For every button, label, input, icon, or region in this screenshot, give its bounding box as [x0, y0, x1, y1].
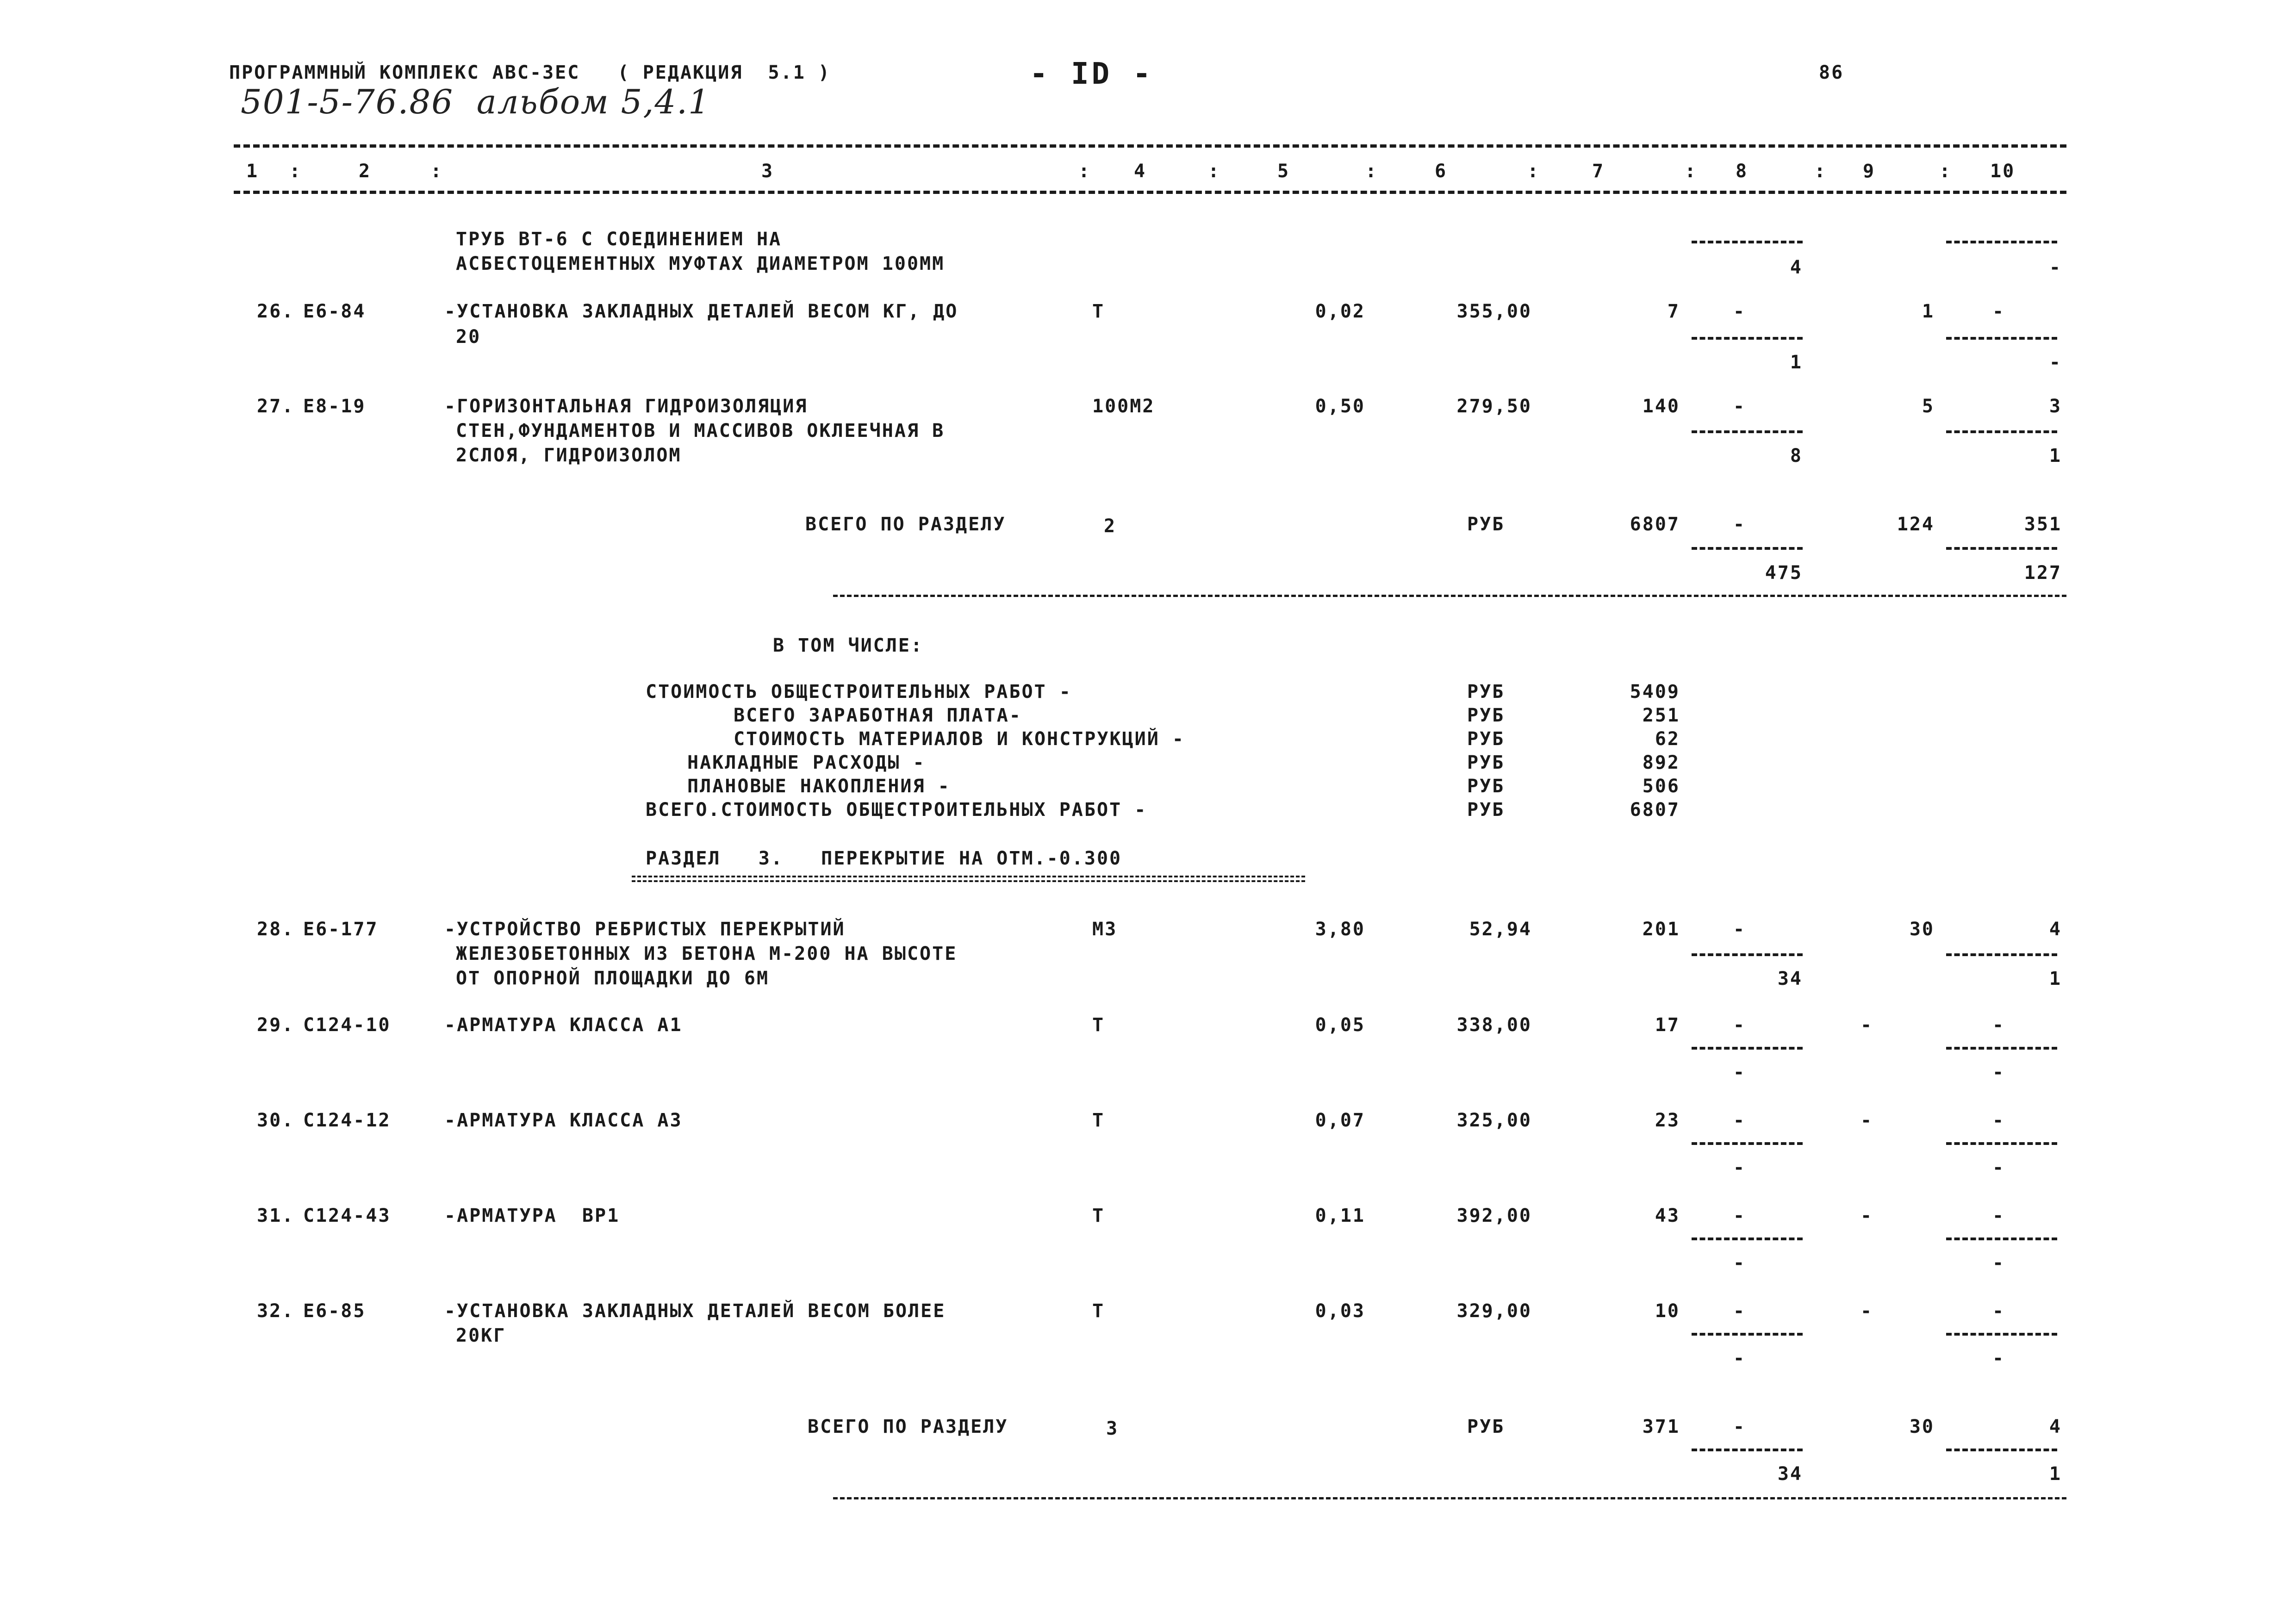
section-title-underline — [632, 876, 1305, 882]
col-header-7: 7 — [1592, 161, 1605, 182]
section-total-cost: 6807 — [1630, 514, 1680, 535]
item-qty: 0,11 — [1315, 1205, 1365, 1226]
fraction-bar — [1946, 1449, 2057, 1451]
item-code: Е8-19 — [303, 396, 366, 417]
fraction-bar — [1692, 241, 1803, 243]
item-code: С124-43 — [303, 1205, 391, 1226]
including-row-value: 892 — [1642, 752, 1680, 773]
fraction-bar — [1692, 953, 1803, 956]
item-unit: Т — [1092, 301, 1105, 322]
col-header-10: 10 — [1990, 161, 2016, 182]
including-row-value: 5409 — [1630, 681, 1680, 703]
including-row-label: СТОИМОСТЬ ОБЩЕСТРОИТЕЛЬНЫХ РАБОТ - — [646, 681, 1072, 703]
including-row-value: 6807 — [1630, 799, 1680, 821]
header-bottom-rule — [234, 191, 2066, 194]
col-header-sep: : — [1365, 161, 1378, 182]
item-num: 27. — [257, 396, 295, 417]
section-total-number: 3 — [1106, 1418, 1119, 1439]
item-c10-bottom: - — [1992, 1348, 2005, 1369]
including-title: В ТОМ ЧИСЛЕ: — [773, 635, 923, 656]
item-unit: Т — [1092, 1300, 1105, 1322]
item-desc-line: 2СЛОЯ, ГИДРОИЗОЛОМ — [456, 445, 682, 466]
item-cost: 140 — [1642, 396, 1680, 417]
item-c8-bottom: 1 — [1790, 352, 1803, 373]
item-code: С124-12 — [303, 1110, 391, 1131]
section-total-c8-bottom: 34 — [1777, 1463, 1803, 1485]
col-header-8: 8 — [1736, 161, 1748, 182]
item-c10-bottom: - — [1992, 1062, 2005, 1083]
item-c10-top: - — [1992, 1014, 2005, 1036]
item-c10-bottom: 1 — [2049, 445, 2062, 466]
col-header-2: 2 — [359, 161, 372, 182]
item-price: 338,00 — [1456, 1014, 1532, 1036]
fraction-bar — [1692, 337, 1803, 340]
section-total-c9: 124 — [1897, 514, 1935, 535]
item-desc-line: -УСТРОЙСТВО РЕБРИСТЫХ ПЕРЕКРЫТИЙ — [444, 919, 846, 940]
item-desc-line: ОТ ОПОРНОЙ ПЛОЩАДКИ ДО 6М — [456, 968, 770, 989]
item-qty: 0,50 — [1315, 396, 1365, 417]
section-total-cost: 371 — [1642, 1416, 1680, 1437]
item-price: 279,50 — [1456, 396, 1532, 417]
including-row-value: 506 — [1642, 776, 1680, 797]
col-header-9: 9 — [1863, 161, 1876, 182]
fraction-bar — [1692, 1142, 1803, 1145]
item-desc-line: -АРМАТУРА КЛАССА А1 — [444, 1014, 683, 1036]
fraction-bar — [1946, 1333, 2057, 1336]
item-desc-line: ТРУБ ВТ-6 С СОЕДИНЕНИЕМ НА — [456, 229, 782, 250]
item-c8-top: - — [1733, 1110, 1746, 1131]
item-c8-top: - — [1733, 1014, 1746, 1036]
item-c10-bottom: - — [2049, 257, 2062, 278]
item-c10-top: 4 — [2049, 919, 2062, 940]
item-c8-bottom: - — [1733, 1062, 1746, 1083]
item-c9: 30 — [1909, 919, 1935, 940]
program-header: ПРОГРАММНЫЙ КОМПЛЕКС АВС-ЗЕС ( РЕДАКЦИЯ 5.1 ) — [229, 62, 831, 83]
item-desc-line: 20КГ — [456, 1325, 506, 1346]
item-c8-top: - — [1733, 1205, 1746, 1226]
fraction-bar — [1946, 241, 2057, 243]
item-c8-top: - — [1733, 301, 1746, 322]
item-cost: 23 — [1655, 1110, 1680, 1131]
item-c8-bottom: - — [1733, 1252, 1746, 1274]
including-row-label: ВСЕГО ЗАРАБОТНАЯ ПЛАТА- — [734, 705, 1022, 726]
item-desc-line: АСБЕСТОЦЕМЕНТНЫХ МУФТАХ ДИАМЕТРОМ 100ММ — [456, 253, 945, 274]
fraction-bar — [1946, 547, 2057, 550]
item-c10-bottom: - — [2049, 352, 2062, 373]
including-row-unit: РУБ — [1467, 799, 1505, 821]
item-cost: 7 — [1667, 301, 1680, 322]
item-c8-bottom: 8 — [1790, 445, 1803, 466]
col-header-6: 6 — [1435, 161, 1448, 182]
item-c10-bottom: - — [1992, 1157, 2005, 1178]
item-num: 28. — [257, 919, 295, 940]
item-code: С124-10 — [303, 1014, 391, 1036]
item-c9: - — [1860, 1110, 1873, 1131]
item-desc-line: ЖЕЛЕЗОБЕТОННЫХ ИЗ БЕТОНА М-200 НА ВЫСОТЕ — [456, 943, 958, 964]
item-price: 325,00 — [1456, 1110, 1532, 1131]
fraction-bar — [1946, 430, 2057, 433]
col-header-sep: : — [1685, 161, 1698, 182]
fraction-bar — [1692, 547, 1803, 550]
fraction-bar — [1946, 337, 2057, 340]
item-price: 392,00 — [1456, 1205, 1532, 1226]
item-unit: 100М2 — [1092, 396, 1155, 417]
item-num: 31. — [257, 1205, 295, 1226]
item-c8-top: - — [1733, 396, 1746, 417]
col-header-sep: : — [1814, 161, 1827, 182]
item-desc-line: -АРМАТУРА КЛАССА А3 — [444, 1110, 683, 1131]
item-cost: 201 — [1642, 919, 1680, 940]
item-c10-top: - — [1992, 301, 2005, 322]
fraction-bar — [1692, 1449, 1803, 1451]
item-c9: 1 — [1922, 301, 1935, 322]
item-c9: - — [1860, 1300, 1873, 1322]
including-row-unit: РУБ — [1467, 705, 1505, 726]
item-desc-line: -УСТАНОВКА ЗАКЛАДНЫХ ДЕТАЛЕЙ ВЕСОМ БОЛЕЕ — [444, 1300, 946, 1322]
item-num: 30. — [257, 1110, 295, 1131]
item-cost: 10 — [1655, 1300, 1680, 1322]
col-header-5: 5 — [1277, 161, 1290, 182]
item-num: 26. — [257, 301, 295, 322]
col-header-sep: : — [1527, 161, 1540, 182]
item-c8-bottom: 34 — [1777, 968, 1803, 989]
section-total-c10-top: 351 — [2024, 514, 2062, 535]
page-number: 86 — [1819, 62, 1844, 83]
section-total-c8-top: - — [1733, 514, 1746, 535]
item-c10-bottom: 1 — [2049, 968, 2062, 989]
item-cost: 17 — [1655, 1014, 1680, 1036]
item-num: 29. — [257, 1014, 295, 1036]
item-code: Е6-177 — [303, 919, 379, 940]
item-desc-line: -ГОРИЗОНТАЛЬНАЯ ГИДРОИЗОЛЯЦИЯ — [444, 396, 808, 417]
header-top-rule — [234, 144, 2066, 148]
section-total-unit: РУБ — [1467, 1416, 1505, 1437]
fraction-bar — [1692, 430, 1803, 433]
item-desc-line: -УСТАНОВКА ЗАКЛАДНЫХ ДЕТАЛЕЙ ВЕСОМ КГ, ДО — [444, 301, 958, 322]
item-desc-line: -АРМАТУРА ВР1 — [444, 1205, 620, 1226]
item-c10-top: - — [1992, 1205, 2005, 1226]
item-c10-top: - — [1992, 1110, 2005, 1131]
section-total-c8-bottom: 475 — [1765, 562, 1803, 584]
item-c8-bottom: 4 — [1790, 257, 1803, 278]
col-header-sep: : — [1208, 161, 1221, 182]
section-title: РАЗДЕЛ 3. ПЕРЕКРЫТИЕ НА ОТМ.-0.300 — [646, 848, 1122, 869]
item-c8-bottom: - — [1733, 1348, 1746, 1369]
section-total-label: ВСЕГО ПО РАЗДЕЛУ — [808, 1416, 1008, 1437]
item-price: 52,94 — [1469, 919, 1532, 940]
including-row-unit: РУБ — [1467, 776, 1505, 797]
item-desc-line: СТЕН,ФУНДАМЕНТОВ И МАССИВОВ ОКЛЕЕЧНАЯ В — [456, 420, 945, 442]
item-c9: - — [1860, 1014, 1873, 1036]
item-c9: - — [1860, 1205, 1873, 1226]
including-row-label: ВСЕГО.СТОИМОСТЬ ОБЩЕСТРОИТЕЛЬНЫХ РАБОТ - — [646, 799, 1147, 821]
item-code: Е6-85 — [303, 1300, 366, 1322]
item-qty: 0,07 — [1315, 1110, 1365, 1131]
item-qty: 0,05 — [1315, 1014, 1365, 1036]
col-header-4: 4 — [1134, 161, 1147, 182]
including-row-label: СТОИМОСТЬ МАТЕРИАЛОВ И КОНСТРУКЦИЙ - — [734, 728, 1185, 750]
handwritten-album-note: 501-5-76.86 альбом 5,4.1 — [241, 82, 710, 121]
item-qty: 0,03 — [1315, 1300, 1365, 1322]
item-unit: М3 — [1092, 919, 1118, 940]
section-total-c10-bottom: 127 — [2024, 562, 2062, 584]
col-header-sep: : — [1078, 161, 1091, 182]
item-price: 329,00 — [1456, 1300, 1532, 1322]
section-total-c9: 30 — [1909, 1416, 1935, 1437]
item-c10-top: 3 — [2049, 396, 2062, 417]
section-total-label: ВСЕГО ПО РАЗДЕЛУ — [805, 514, 1006, 535]
item-unit: Т — [1092, 1014, 1105, 1036]
section-total-number: 2 — [1104, 516, 1117, 537]
item-c8-bottom: - — [1733, 1157, 1746, 1178]
section-total-c8-top: - — [1733, 1416, 1746, 1437]
item-qty: 3,80 — [1315, 919, 1365, 940]
fraction-bar — [1692, 1047, 1803, 1050]
section-total-unit: РУБ — [1467, 514, 1505, 535]
item-c9: 5 — [1922, 396, 1935, 417]
item-code: Е6-84 — [303, 301, 366, 322]
section-total-c10-top: 4 — [2049, 1416, 2062, 1437]
item-c10-top: - — [1992, 1300, 2005, 1322]
item-qty: 0,02 — [1315, 301, 1365, 322]
fraction-bar — [1946, 1047, 2057, 1050]
item-cost: 43 — [1655, 1205, 1680, 1226]
col-header-sep: : — [289, 161, 302, 182]
section-total-c10-bottom: 1 — [2049, 1463, 2062, 1485]
page-marker: - ID - — [1030, 57, 1154, 91]
section-end-rule — [833, 595, 2066, 597]
col-header-3: 3 — [761, 161, 774, 182]
fraction-bar — [1946, 953, 2057, 956]
including-row-value: 62 — [1655, 728, 1680, 750]
item-c10-bottom: - — [1992, 1252, 2005, 1274]
including-row-unit: РУБ — [1467, 752, 1505, 773]
section-end-rule — [833, 1497, 2066, 1499]
including-row-unit: РУБ — [1467, 681, 1505, 703]
col-header-sep: : — [430, 161, 443, 182]
including-row-label: НАКЛАДНЫЕ РАСХОДЫ - — [687, 752, 926, 773]
including-row-unit: РУБ — [1467, 728, 1505, 750]
fraction-bar — [1946, 1237, 2057, 1240]
item-c8-top: - — [1733, 919, 1746, 940]
fraction-bar — [1692, 1333, 1803, 1336]
including-row-value: 251 — [1642, 705, 1680, 726]
including-row-label: ПЛАНОВЫЕ НАКОПЛЕНИЯ - — [687, 776, 951, 797]
item-num: 32. — [257, 1300, 295, 1322]
item-c8-top: - — [1733, 1300, 1746, 1322]
item-unit: Т — [1092, 1110, 1105, 1131]
fraction-bar — [1692, 1237, 1803, 1240]
fraction-bar — [1946, 1142, 2057, 1145]
col-header-1: 1 — [246, 161, 259, 182]
item-price: 355,00 — [1456, 301, 1532, 322]
item-desc-line: 20 — [456, 326, 481, 348]
col-header-sep: : — [1939, 161, 1952, 182]
item-unit: Т — [1092, 1205, 1105, 1226]
